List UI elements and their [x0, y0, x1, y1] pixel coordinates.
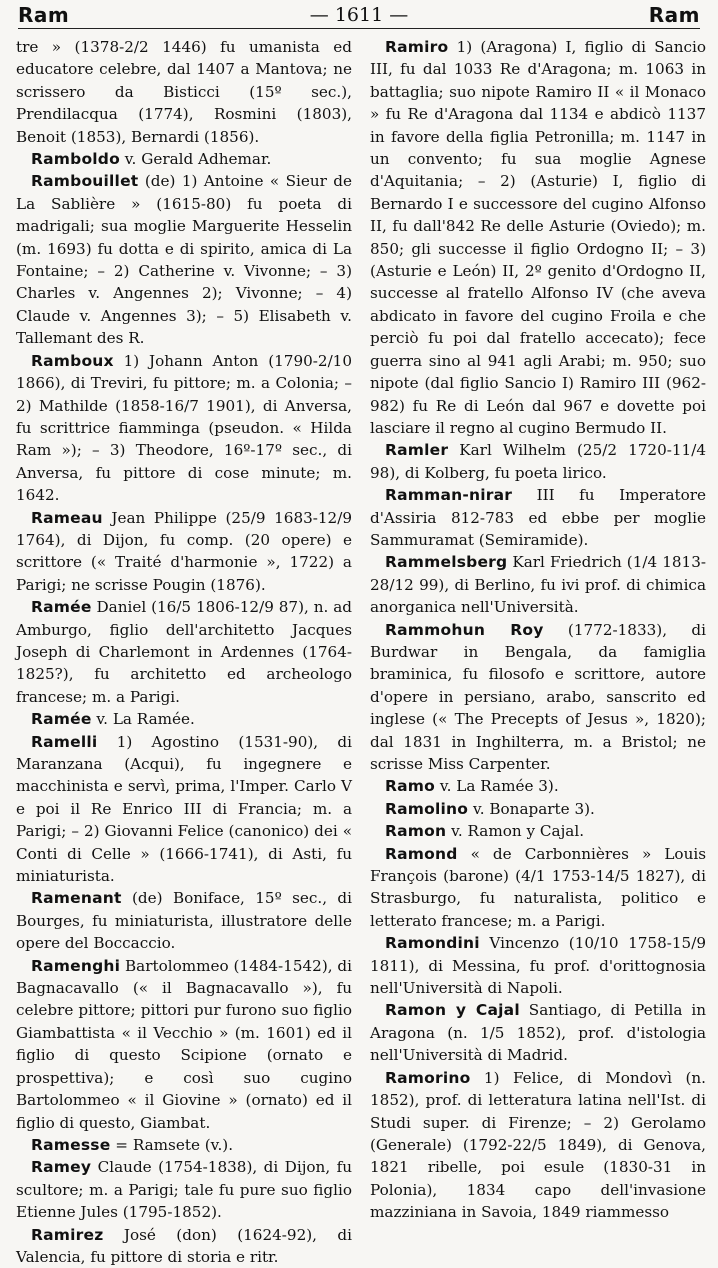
- dictionary-entry: [16, 507, 352, 597]
- page-number: — 1611 —: [309, 4, 409, 26]
- entry-text: (de) 1) Antoine « Sieur de La Sablière » (1615-80) fu poeta di madrigali; sua moglie Marguerite Hesselin (m. 1693) fu dotta e di spirito, amica di La Fontaine; – 2) Catherine v. Vivonne; – 3) Charles v. Angennes 2); Vivonne; – 4) Claude v. Angennes 3); – 5) Elisabeth v. Tallemant des R.: [16, 172, 353, 348]
- entry-headword: Ramey: [31, 1158, 92, 1177]
- entry-headword: Rammelsberg: [385, 553, 508, 572]
- entry-text: v. Gerald Adhemar.: [124, 150, 272, 169]
- entry-text: 1) Felice, di Mondovì (n. 1852), prof. di letteratura latina nell'Ist. di Studi super. di Firenze; – 2) Gerolamo (Generale) (1792-22/5 1849), di Genova, 1821 ribelle, poi esule (1830-31 in Polonia), 1834 capo dell'invasione mazziniana in Savoia, 1849 riammesso: [370, 1068, 706, 1222]
- right-running-head: Ram: [648, 3, 700, 27]
- dictionary-entry: [370, 798, 706, 820]
- text-columns: [16, 36, 707, 1266]
- entry-text: 1) (Aragona) I, figlio di Sancio III, fu dal 1033 Re d'Aragona; m. 1063 in battaglia; suo nipote Ramiro II « il Monaco » fu Re d'Aragona dal 1134 e abdicò 1137 in favore della figlia Petronilla; m. 1147 in un convento; fu sua moglie Agnese d'Aquitania; – 2) (Asturie) I, figlio di Bernardo I e successore del cugino Alfonso II, fu dall'842 Re delle Asturie (Oviedo); m. 850; gli successe il figlio Ordogno II; – 3) (Asturie e León) II, 2º genito d'Ordogno II, successe al fratello Alfonso IV (che aveva abdicato in favore del cugino Froila e che perciò fu poi dal fratello accecato); fece guerra sino al 941 agli Arabi; m. 950; suo nipote (dal figlio Sancio I) Ramiro III (962-982) fu Re di León dal 967 e dovette poi lasciare il regno al cugino Bermudo II.: [370, 38, 706, 437]
- entry-text: Santiago, di Petilla in Aragona (n. 1/5 1852), prof. d'istologia nell'Università di Madrid.: [370, 1001, 707, 1065]
- entry-headword: Ramorino: [385, 1068, 471, 1087]
- entry-headword: Ramée: [31, 598, 92, 617]
- entry-headword: Ramman-nirar: [385, 486, 513, 505]
- dictionary-entry: [16, 1134, 352, 1156]
- entry-headword: Ramesse: [31, 1135, 111, 1154]
- dictionary-entry: [370, 551, 706, 618]
- left-running-head: Ram: [18, 3, 70, 27]
- dictionary-entry: [16, 955, 352, 1134]
- dictionary-entry: [16, 1224, 352, 1268]
- entry-headword: Ramirez: [31, 1225, 104, 1244]
- entry-text: tre » (1378-2/2 1446) fu umanista ed educatore celebre, dal 1407 a Mantova; ne scrissero da Bisticci (15º sec.), Prendilacqua (1774), Rosmini (1803), Benoit (1853), Bernardi (1856).: [16, 38, 352, 146]
- entry-headword: Ramond: [385, 844, 458, 863]
- entry-text: v. Bonaparte 3).: [472, 799, 595, 818]
- entry-text: Jean Philippe (25/9 1683-12/9 1764), di Dijon, fu comp. (20 opere) e scrittore (« Traité d'harmonie », 1722) a Parigi; ne scrisse Pougin (1876).: [16, 508, 353, 594]
- left-column: [16, 36, 353, 1266]
- dictionary-entry: [370, 619, 706, 776]
- dictionary-entry: [16, 170, 352, 349]
- page-header: [18, 2, 700, 29]
- entry-text: III fu Imperatore d'Assiria 812-783 ed ebbe per moglie Sammuramat (Semiramide).: [370, 486, 706, 549]
- entry-text: v. Ramon y Cajal.: [451, 822, 585, 841]
- dictionary-entry: [370, 775, 706, 797]
- dictionary-entry: [16, 350, 352, 507]
- dictionary-entry: [16, 596, 352, 708]
- dictionary-entry: [16, 148, 352, 170]
- entry-text: = Ramsete (v.).: [115, 1135, 234, 1154]
- dictionary-entry: [370, 932, 706, 999]
- dictionary-entry: [16, 887, 352, 954]
- entry-headword: Ramo: [385, 777, 435, 796]
- entry-text: Claude (1754-1838), di Dijon, fu scultore; m. a Parigi; tale fu pure suo figlio Etienne Jules (1795-1852).: [16, 1158, 352, 1222]
- entry-text: Bartolommeo (1484-1542), di Bagnacavallo (« il Bagnacavallo »), fu celebre pittore; pittori pur furono suo figlio Giambattista « il Vecchio » (m. 1601) ed il figlio di questo Scipione (ornato e prospettiva); e così suo cugino Bartolommeo « il Giovine » (ornato) ed il figlio di questo, Giambat.: [16, 956, 352, 1132]
- entry-headword: Ramolino: [385, 799, 469, 818]
- entry-text: Karl Wilhelm (25/2 1720-11/4 98), di Kolberg, fu poeta lirico.: [370, 441, 706, 482]
- right-column: [370, 36, 707, 1222]
- entry-text: (de) Boniface, 15º sec., di Bourges, fu miniaturista, illustratore delle opere del Boccaccio.: [16, 889, 353, 953]
- entry-headword: Ramboux: [31, 351, 114, 370]
- entry-headword: Ramiro: [385, 38, 449, 56]
- entry-headword: Ramon: [385, 822, 447, 841]
- dictionary-entry: [370, 484, 706, 551]
- entry-text: Vincenzo (10/10 1758-15/9 1811), di Messina, fu prof. d'orittognosia nell'Università di Napoli.: [370, 934, 707, 998]
- dictionary-entry: [16, 708, 352, 730]
- entry-headword: Ramboldo: [31, 150, 120, 169]
- entry-headword: Rameau: [31, 508, 103, 527]
- dictionary-entry: [370, 999, 706, 1066]
- entry-text: (1772-1833), di Burdwar in Bengala, da famiglia braminica, fu filosofo e scrittore, autore d'opere in persiano, arabo, sanscrito ed inglese (« The Precepts of Jesus », 1820); dal 1831 in Inghilterra, m. a Bristol; ne scrisse Miss Carpenter.: [370, 620, 707, 773]
- dictionary-entry: [370, 843, 706, 933]
- dictionary-entry: [370, 439, 706, 484]
- dictionary-entry: [370, 1067, 706, 1224]
- entry-text: Daniel (16/5 1806-12/9 87), n. ad Amburgo, figlio dell'architetto Jacques Joseph di Charlemont in Ardennes (1764-1825?), fu architetto ed archeologo francese; m. a Parigi.: [16, 598, 352, 706]
- entry-text: 1) Johann Anton (1790-2/10 1866), di Treviri, fu pittore; m. a Colonia; – 2) Mathilde (1858-16/7 1901), di Anversa, fu scrittrice fiamminga (pseudon. « Hilda Ram »); – 3) Theodore, 16º-17º sec., di Anversa, fu pittore di cose minute; m. 1642.: [16, 351, 353, 505]
- entry-headword: Ramondini: [385, 934, 480, 953]
- entry-headword: Ramenghi: [31, 956, 121, 975]
- dictionary-entry: [16, 1156, 352, 1223]
- dictionary-entry: [370, 36, 706, 439]
- entry-text: Karl Friedrich (1/4 1813-28/12 99), di Berlino, fu ivi prof. di chimica anorganica nell'Università.: [370, 553, 707, 617]
- entry-headword: Ramenant: [31, 889, 122, 908]
- dictionary-entry: [370, 820, 706, 842]
- entry-text: José (don) (1624-92), di Valencia, fu pittore di storia e ritr.: [16, 1225, 352, 1266]
- entry-headword: Ramelli: [31, 732, 98, 751]
- dictionary-entry: [16, 36, 352, 148]
- entry-text: « de Carbonnières » Louis François (barone) (4/1 1753-14/5 1827), di Strasburgo, fu naturalista, politico e letterato francese; m. a Parigi.: [370, 844, 706, 930]
- entry-text: v. La Ramée.: [96, 710, 195, 729]
- entry-headword: Ramon y Cajal: [385, 1001, 520, 1020]
- entry-headword: Rammohun Roy: [385, 620, 544, 639]
- entry-headword: Ramée: [31, 710, 92, 729]
- dictionary-entry: [16, 731, 352, 888]
- entry-text: 1) Agostino (1531-90), di Maranzana (Acqui), fu ingegnere e macchinista e servì, prima, l'Imper. Carlo V e poi il Re Enrico III di Francia; m. a Parigi; – 2) Giovanni Felice (canonico) dei « Conti di Celle » (1666-1741), di Asti, fu miniaturista.: [16, 732, 352, 886]
- entry-headword: Rambouillet: [31, 172, 139, 191]
- entry-headword: Ramler: [385, 441, 449, 460]
- entry-text: v. La Ramée 3).: [439, 777, 559, 796]
